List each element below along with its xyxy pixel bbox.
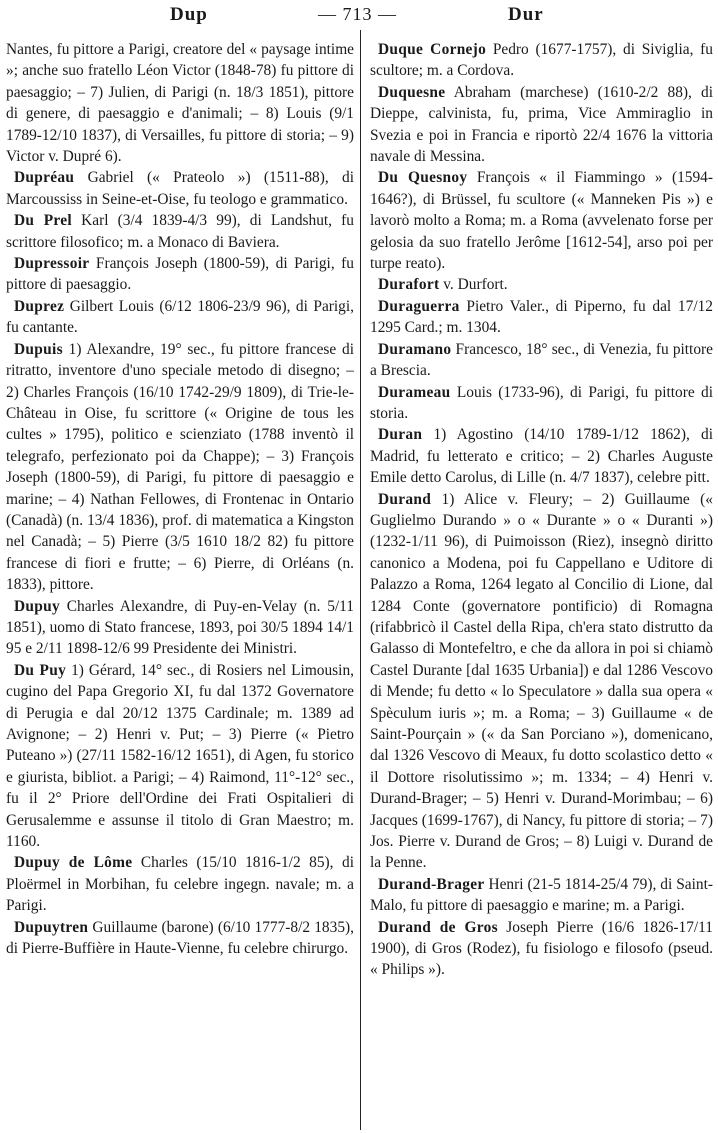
entry-headword: Duran (378, 426, 423, 444)
entry-headword: Dupressoir (14, 255, 90, 273)
entry-text: Charles (15/10 1816-1/2 85), di Ploërmel in Morbihan, fu celebre ingegn. navale; m. a Parigi. (6, 854, 354, 915)
entry-headword: Dupuy de Lôme (14, 854, 133, 872)
entry-text: 1) Gérard, 14° sec., di Rosiers nel Limousin, cugino del Papa Gregorio XI, fu dal 1372 Governatore di Perugia e dal 20/12 1375 Cardinale; m. 1389 ad Avignone; – 2) Henri v. Put; – 3) Pierre (« Pietro Puteano ») (27/11 1582-16/12 1651), di Agen, fu storico e giurista, bibliot. a Parigi; – 4) Raimond, 11°-12° sec., fu il 2° Priore dell'Ordine dei Frati Ospitalieri di Gerusalemme e assunse il titolo di Gran Maestro; m. 1160. (6, 661, 354, 851)
running-head-left: Dup (170, 4, 208, 25)
entry-text: 1) Alice v. Fleury; – 2) Guillaume (« Guglielmo Durando » o « Durante » o « Duranti ») (1232-1/11 96), di Puimoisson (Riez), insegnò diritto canonico a Modena, poi fu Cappellano e Uditore di Palazzo a Roma, 1264 legato al Concilio di Lione, dal 1284 Conte (governatore pontificio) di Romagna (rifabbricò il Castel della Ripa, ch'era stato distrutto da Galasso di Montefeltro, e che da allora in poi si chiamò Castel Durante [dal 1635 Urbania]) e dal 1286 Vescovo di Mende; fu detto « lo Speculatore » dalla sua opera « Spèculum iuris »; m. a Roma; – 3) Guillaume « de Saint-Pourçain » (« da San Porciano »), domenicano, dal 1326 Vescovo di Meaux, fu dotto scolastico detto « il Dottore risolutissimo »; m. 1334; – 4) Henri v. Durand-Brager; – 5) Henri v. Durand-Morimbau; – 6) Jacques (1699-1767), di Nancy, fu pittore di storia; – 7) Jos. Pierre v. Durand de Gros; – 8) Luigi v. Durand de la Penne. (370, 490, 713, 872)
entry-headword: Durameau (378, 383, 451, 401)
entry-text: 1) Alexandre, 19° sec., fu pittore francese di ritratto, inventore d'uno speciale metodo di disegno; – 2) Charles François (16/10 1742-29/9 1809), di Trie-le-Château in Oise, fu scrittore (« Origine de tous les cultes » 1795), politico e scienziato (1788 inventò il telegrafo, perfezionato poi da Chappe); – 3) François Joseph (1800-59), di Parigi, fu pittore di paesaggio e marine; – 4) Nathan Fellowes, di Frontenac in Ontario (Canadà) (n. 13/4 1836), prof. di matematica a Kingston nel Canadà; – 5) Pierre (3/5 1610 18/2 82) fu pittore francese di fiori e frutte; – 6) Pierre, di Orléans (n. 1833), pittore. (6, 340, 354, 594)
dictionary-entry (370, 167, 713, 274)
entry-headword: Durand (378, 490, 432, 508)
page-header (0, 4, 718, 30)
entry-headword: Du Prel (14, 212, 72, 230)
dictionary-entry (370, 274, 713, 295)
entry-headword: Durand de Gros (378, 918, 498, 936)
dictionary-entry (6, 852, 354, 916)
dictionary-entry (6, 210, 354, 253)
running-head-right: Dur (508, 4, 544, 25)
right-column (370, 39, 713, 981)
dictionary-entry (6, 917, 354, 960)
page-number: — 713 — (318, 4, 397, 24)
entry-text: Charles Alexandre, di Puy-en-Velay (n. 5/11 1851), uomo di Stato francese, 1893, poi 30/5 1894 14/1 95 e 2/11 1898-12/6 99 Presidente dei Ministri. (6, 597, 354, 658)
entry-text: Pedro (1677-1757), di Siviglia, fu scultore; m. a Cordova. (370, 41, 713, 80)
entry-text: Abraham (marchese) (1610-2/2 88), di Dieppe, calvinista, fu, prima, Vice Ammiraglio in Svezia e poi in Francia e riportò 22/4 1676 la vittoria navale di Messina. (370, 83, 713, 166)
dictionary-entry (370, 874, 713, 917)
dictionary-entry (370, 917, 713, 981)
dictionary-entry (370, 82, 713, 168)
entry-text: Guillaume (barone) (6/10 1777-8/2 1835), di Pierre-Buffière in Haute-Vienne, fu celebre chirurgo. (6, 918, 354, 958)
entry-headword: Duramano (378, 340, 452, 358)
entry-text: Gilbert Louis (6/12 1806-23/9 96), di Parigi, fu cantante. (6, 297, 354, 337)
column-divider (360, 30, 361, 1130)
entry-text: Gabriel (« Prateolo ») (1511-88), di Marcoussiss in Seine-et-Oise, fu teologo e grammatico. (6, 169, 354, 208)
entry-text: Francesco, 18° sec., di Venezia, fu pittore a Brescia. (370, 340, 713, 380)
entry-text: Pietro Valer., di Piperno, fu dal 17/12 1295 Card.; m. 1304. (370, 297, 713, 337)
entry-headword: Duprez (14, 297, 65, 315)
entry-headword: Dupuy (14, 597, 60, 615)
entry-text: François Joseph (1800-59), di Parigi, fu pittore di paesaggio. (6, 255, 354, 294)
dictionary-entry (370, 296, 713, 339)
dictionary-entry (6, 596, 354, 660)
dictionary-entry (6, 296, 354, 339)
entry-headword: Du Puy (14, 661, 67, 679)
entry-headword: Durafort (378, 276, 440, 294)
dictionary-entry (370, 382, 713, 425)
entry-headword: Duque Cornejo (378, 41, 487, 58)
entry-text: v. Durfort. (439, 276, 508, 294)
left-column (6, 39, 354, 959)
dictionary-entry (6, 660, 354, 853)
entry-headword: Dupuis (14, 340, 63, 358)
entry-text: Joseph Pierre (16/6 1826-17/11 1900), di Gros (Rodez), fu fisiologo e filosofo (pseud. « Philips »). (370, 918, 713, 979)
entry-text: Nantes, fu pittore a Parigi, creatore del « paysage intime »; anche suo fratello Léon Victor (1848-78) fu pittore di paesaggio; – 7) Julien, di Parigi (n. 18/3 1851), pittore di genere, di paesaggio e d'animali; – 8) Louis (9/1 1789-12/10 1837), di Versailles, fu pittore di storia; – 9) Victor v. Dupré 6). (6, 41, 354, 166)
dictionary-entry (370, 424, 713, 488)
dictionary-entry (370, 339, 713, 382)
entry-text: 1) Agostino (14/10 1789-1/12 1862), di Madrid, fu letterato e critico; – 2) Charles Auguste Emile detto Carolus, di Lille (n. 4/7 1837), celebre pitt. (370, 426, 713, 487)
dictionary-entry (6, 167, 354, 210)
dictionary-entry (6, 39, 354, 167)
dictionary-entry (370, 39, 713, 82)
dictionary-entry (6, 253, 354, 296)
entry-text: Karl (3/4 1839-4/3 99), di Landshut, fu scrittore filosofico; m. a Monaco di Baviera. (6, 212, 354, 251)
entry-text: François « il Fiammingo » (1594-1646?), di Brüssel, fu scultore (« Manneken Pis ») e lavorò molto a Roma; m. a Roma (avvelenato forse per gelosia da suo fratello Jerôme [1612-54], arso poi per turpe reato). (370, 169, 713, 273)
entry-headword: Duraguerra (378, 297, 460, 315)
entry-headword: Durand-Brager (378, 875, 485, 893)
dictionary-entry (370, 489, 713, 874)
entry-text: Henri (21-5 1814-25/4 79), di Saint-Malo, fu pittore di paesaggio e marine; m. a Parigi. (370, 875, 713, 915)
entry-text: Louis (1733-96), di Parigi, fu pittore di storia. (370, 383, 713, 422)
entry-headword: Du Quesnoy (378, 169, 468, 187)
entry-headword: Dupuytren (14, 918, 89, 936)
entry-headword: Duquesne (378, 83, 446, 101)
dictionary-entry (6, 339, 354, 596)
entry-headword: Dupréau (14, 169, 75, 187)
